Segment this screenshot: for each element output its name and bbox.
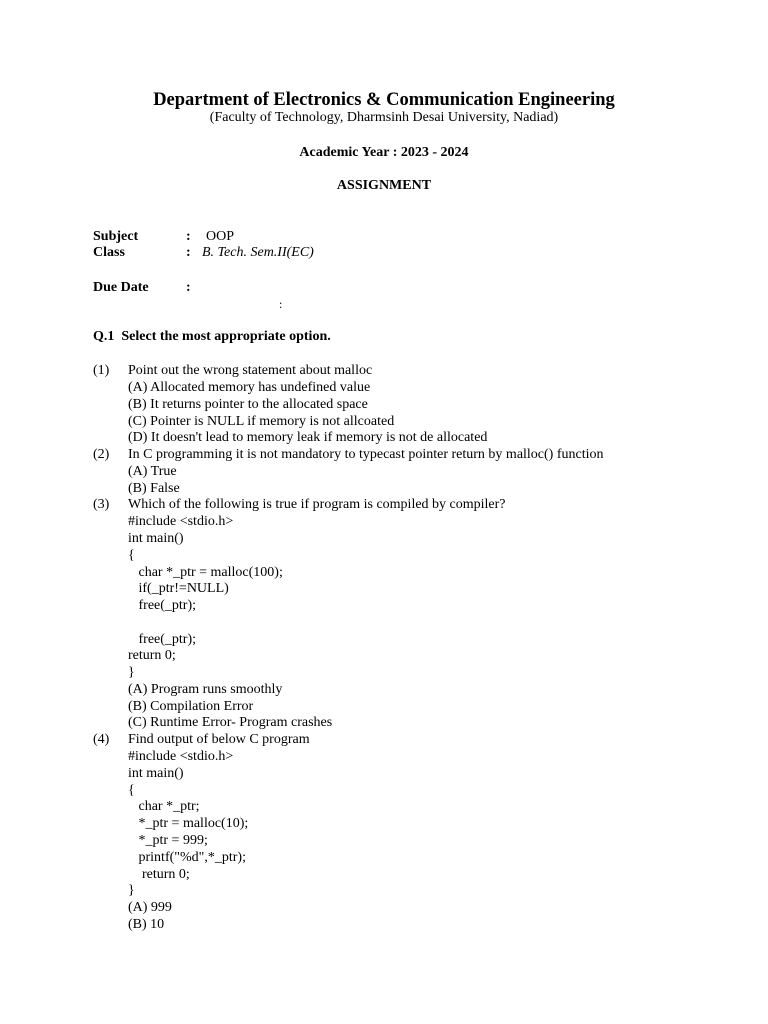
question-number: (3)	[93, 497, 110, 512]
academic-year: Academic Year : 2023 - 2024	[299, 145, 469, 160]
question-number: (1)	[93, 363, 110, 378]
code-line: if(_ptr!=NULL)	[128, 581, 229, 596]
option: (A) Allocated memory has undefined value	[128, 380, 371, 395]
section-title: Q.1 Select the most appropriate option.	[93, 329, 331, 344]
code-line: char *_ptr = malloc(100);	[128, 565, 283, 580]
class-colon: :	[186, 245, 191, 260]
code-line: #include <stdio.h>	[128, 749, 234, 764]
stray-colon: :	[279, 297, 283, 311]
faculty-subtitle: (Faculty of Technology, Dharmsinh Desai University, Nadiad)	[209, 110, 559, 125]
department-title: Department of Electronics & Communication Engineering	[153, 90, 615, 110]
code-line: int main()	[128, 531, 184, 546]
code-line: printf("%d",*_ptr);	[128, 850, 246, 865]
question-text: Point out the wrong statement about malloc	[128, 363, 373, 378]
due-date-colon: :	[186, 280, 191, 295]
option: (C) Runtime Error- Program crashes	[128, 715, 333, 730]
class-value: B. Tech. Sem.II(EC)	[202, 245, 314, 260]
option: (B) 10	[128, 917, 165, 932]
option: (A) True	[128, 464, 177, 479]
code-line: {	[128, 548, 135, 563]
class-label: Class	[93, 245, 125, 260]
option: (D) It doesn't lead to memory leak if memory is not de allocated	[128, 430, 488, 445]
question-number: (4)	[93, 732, 110, 747]
option: (A) Program runs smoothly	[128, 682, 283, 697]
code-line: {	[128, 783, 135, 798]
document-type-heading: ASSIGNMENT	[336, 178, 432, 193]
code-line: return 0;	[128, 648, 176, 663]
code-line: #include <stdio.h>	[128, 514, 234, 529]
code-line: int main()	[128, 766, 184, 781]
code-line: *_ptr = malloc(10);	[128, 816, 249, 831]
option: (B) Compilation Error	[128, 699, 254, 714]
code-line: }	[128, 665, 135, 680]
question-text: In C programming it is not mandatory to typecast pointer return by malloc() function	[128, 447, 604, 462]
code-line: free(_ptr);	[128, 598, 197, 613]
code-line: char *_ptr;	[128, 799, 200, 814]
code-line: *_ptr = 999;	[128, 833, 208, 848]
question-number: (2)	[93, 447, 110, 462]
question-text: Which of the following is true if program is compiled by compiler?	[128, 497, 506, 512]
due-date-label: Due Date	[93, 280, 149, 295]
option: (B) False	[128, 481, 180, 496]
option: (A) 999	[128, 900, 172, 915]
option: (B) It returns pointer to the allocated space	[128, 397, 368, 412]
code-line: }	[128, 883, 135, 898]
option: (C) Pointer is NULL if memory is not allcoated	[128, 414, 395, 429]
code-line: free(_ptr);	[128, 632, 197, 647]
subject-colon: :	[186, 229, 191, 244]
question-text: Find output of below C program	[128, 732, 310, 747]
subject-label: Subject	[93, 229, 139, 244]
code-line: return 0;	[128, 867, 190, 882]
subject-value: OOP	[206, 229, 235, 244]
